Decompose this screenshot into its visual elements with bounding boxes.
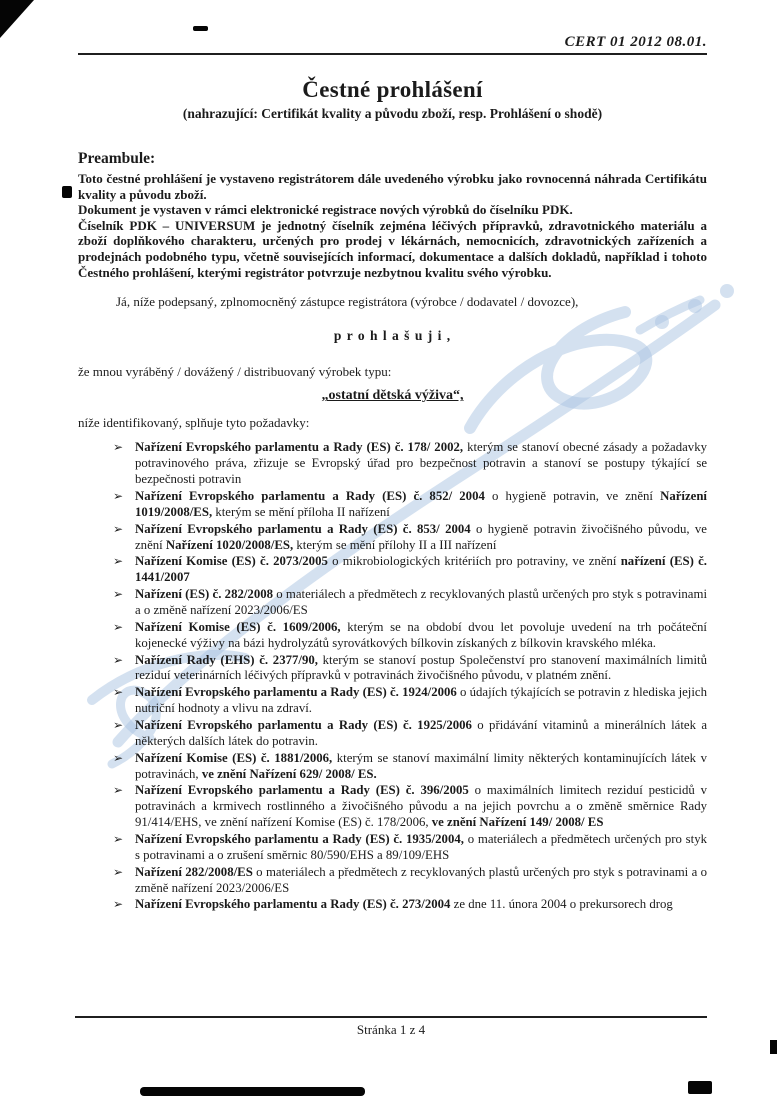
regulation-text: Nařízení Evropského parlamentu a Rady (ES) č. 396/2005 o maximálních limitech reziduí pesticidů v potravinách a krmivech rostlinného a živočišného původu a na jejich povrchu a o změně směrnice Rady 91/414/EHS, ve znění nařízení Komise (ES) č. 178/2006, ve znění Nařízení 149/ 2008/ ES bbox=[135, 783, 707, 830]
declaration-intro: Já, níže podepsaný, zplnomocněný zástupce registrátora (výrobce / dodavatel / dovozce), bbox=[116, 294, 579, 310]
arrow-bullet-icon: ➢ bbox=[113, 554, 124, 569]
regulations-list bbox=[113, 440, 707, 913]
scan-artifact-right-edge-mark bbox=[770, 1040, 777, 1054]
arrow-bullet-icon: ➢ bbox=[113, 440, 124, 455]
regulation-text: Nařízení Evropského parlamentu a Rady (ES) č. 273/2004 ze dne 11. února 2004 o prekursorech drog bbox=[135, 897, 673, 912]
regulation-item bbox=[113, 522, 707, 554]
scan-artifact-bottom-right-mark bbox=[688, 1081, 712, 1094]
regulation-item bbox=[113, 587, 707, 619]
arrow-bullet-icon: ➢ bbox=[113, 488, 124, 503]
regulation-item bbox=[113, 897, 707, 913]
arrow-bullet-icon: ➢ bbox=[113, 718, 124, 733]
arrow-bullet-icon: ➢ bbox=[113, 521, 124, 536]
preambule-paragraph-2: Dokument je vystaven v rámci elektronické registrace nových výrobků do číselníku PDK. bbox=[78, 202, 573, 218]
arrow-bullet-icon: ➢ bbox=[113, 685, 124, 700]
document-header bbox=[78, 34, 707, 55]
document-content bbox=[78, 34, 707, 914]
product-name: „ostatní dětská výživa“, bbox=[321, 388, 464, 404]
regulation-item bbox=[113, 783, 707, 831]
arrow-bullet-icon: ➢ bbox=[113, 783, 124, 798]
regulation-text: Nařízení Evropského parlamentu a Rady (ES) č. 1935/2004, o materiálech a předmětech určených pro styk s potravinami a o zrušení směrnic 80/590/EHS a 89/109/EHS bbox=[135, 832, 707, 862]
scan-artifact-corner-top-left bbox=[0, 0, 34, 38]
document-subtitle: (nahrazující: Certifikát kvality a původu zboží, resp. Prohlášení o shodě) bbox=[182, 106, 603, 121]
regulation-item bbox=[113, 718, 707, 750]
regulation-item bbox=[113, 865, 707, 897]
regulation-item bbox=[113, 489, 707, 521]
regulation-text: Nařízení (ES) č. 282/2008 o materiálech a předmětech z recyklovaných plastů určených pro styk s potravinami a o změně nařízení 2023/2006/ES bbox=[135, 587, 708, 617]
preambule-paragraph-1: Toto čestné prohlášení je vystaveno registrátorem dále uvedeného výrobku jako rovnocenná náhrada Certifikátu kvality a původu zboží. bbox=[78, 171, 707, 202]
scan-artifact-bottom-bar bbox=[140, 1087, 365, 1096]
document-code: CERT 01 2012 08.01. bbox=[564, 34, 707, 50]
regulation-text: Nařízení Evropského parlamentu a Rady (ES) č. 853/ 2004 o hygieně potravin živočišného původu, ve znění Nařízení 1020/2008/ES, kterým se mění přílohy II a III nařízení bbox=[135, 521, 707, 552]
regulation-item bbox=[113, 620, 707, 652]
regulation-item bbox=[113, 653, 707, 685]
regulation-item bbox=[113, 685, 707, 717]
regulation-text: Nařízení Evropského parlamentu a Rady (ES) č. 178/ 2002, kterým se stanoví obecné zásady a požadavky potravinového práva, zřizuje se Evropský úřad pro bezpečnost potravin a stanoví se postupy týkající se bezpečnosti potravin bbox=[135, 440, 707, 487]
declaration-verb: p r o h l a š u j i , bbox=[333, 328, 452, 344]
preambule-paragraph-3: Číselník PDK – UNIVERSUM je jednotný číselník zejména léčivých přípravků, zdravotnického materiálu a zboží doplňkového charakteru, určených pro prodej v lékárnách, nemocnicích, zdravotnických zařízeních a prodejnách podobného typu, včetně souvisejících informací, dokumentace a dalších dokladů, například i tohoto Čestného prohlášení, kterými registrátor potvrzuje nezbytnou kvalitu svého výrobku. bbox=[78, 217, 707, 280]
regulation-text: Nařízení Evropského parlamentu a Rady (ES) č. 1924/2006 o údajích týkajících se potravin z hlediska jejich nutriční hodnoty a vlivu na zdraví. bbox=[135, 685, 707, 716]
regulation-item bbox=[113, 832, 707, 864]
arrow-bullet-icon: ➢ bbox=[113, 619, 124, 634]
page-footer bbox=[75, 1016, 707, 1038]
arrow-bullet-icon: ➢ bbox=[113, 750, 124, 765]
scan-artifact-top-dash bbox=[193, 26, 208, 31]
regulation-text: Nařízení Komise (ES) č. 2073/2005 o mikrobiologických kritériích pro potraviny, ve znění nařízení (ES) č. 1441/2007 bbox=[135, 554, 707, 585]
regulation-text: Nařízení Rady (EHS) č. 2377/90, kterým se stanoví postup Společenství pro stanovení maximálních limitů reziduí veterinárních léčivých přípravků v potravinách živočišného původu, v platném znění. bbox=[135, 652, 707, 683]
regulation-text: Nařízení Komise (ES) č. 1881/2006, kterým se stanoví maximální limity některých kontaminujících látek v potravinách, ve znění Nařízení 629/ 2008/ ES. bbox=[135, 750, 707, 781]
product-type-line: že mnou vyráběný / dovážený / distribuovaný výrobek typu: bbox=[78, 364, 392, 380]
page-title: Čestné prohlášení bbox=[302, 77, 483, 102]
arrow-bullet-icon: ➢ bbox=[113, 587, 124, 602]
requirements-line: níže identifikovaný, splňuje tyto požadavky: bbox=[78, 415, 310, 431]
arrow-bullet-icon: ➢ bbox=[113, 652, 124, 667]
scan-artifact-left-dash bbox=[62, 186, 72, 198]
regulation-text: Nařízení 282/2008/ES o materiálech a předmětech z recyklovaných plastů určených pro styk s potravinami a o změně nařízení 2023/2006/ES bbox=[135, 864, 707, 895]
regulation-item bbox=[113, 440, 707, 488]
preambule-heading: Preambule: bbox=[78, 150, 156, 167]
regulation-text: Nařízení Komise (ES) č. 1609/2006, kterým se na období dvou let povoluje uvedení na trh počáteční kojenecké výživy na bázi hydrolyzátů syrovátkových bílkovin získaných z bílkovin kravského mléka. bbox=[135, 619, 707, 650]
regulation-item bbox=[113, 554, 707, 586]
regulation-text: Nařízení Evropského parlamentu a Rady (ES) č. 852/ 2004 o hygieně potravin, ve znění Nařízení 1019/2008/ES, kterým se mění příloha II nařízení bbox=[135, 488, 707, 519]
page-number: Stránka 1 z 4 bbox=[356, 1022, 426, 1037]
arrow-bullet-icon: ➢ bbox=[113, 897, 124, 912]
regulation-item bbox=[113, 751, 707, 783]
arrow-bullet-icon: ➢ bbox=[113, 832, 124, 847]
regulation-text: Nařízení Evropského parlamentu a Rady (ES) č. 1925/2006 o přidávání vitaminů a minerálních látek a některých dalších látek do potravin. bbox=[135, 718, 707, 748]
arrow-bullet-icon: ➢ bbox=[113, 864, 124, 879]
